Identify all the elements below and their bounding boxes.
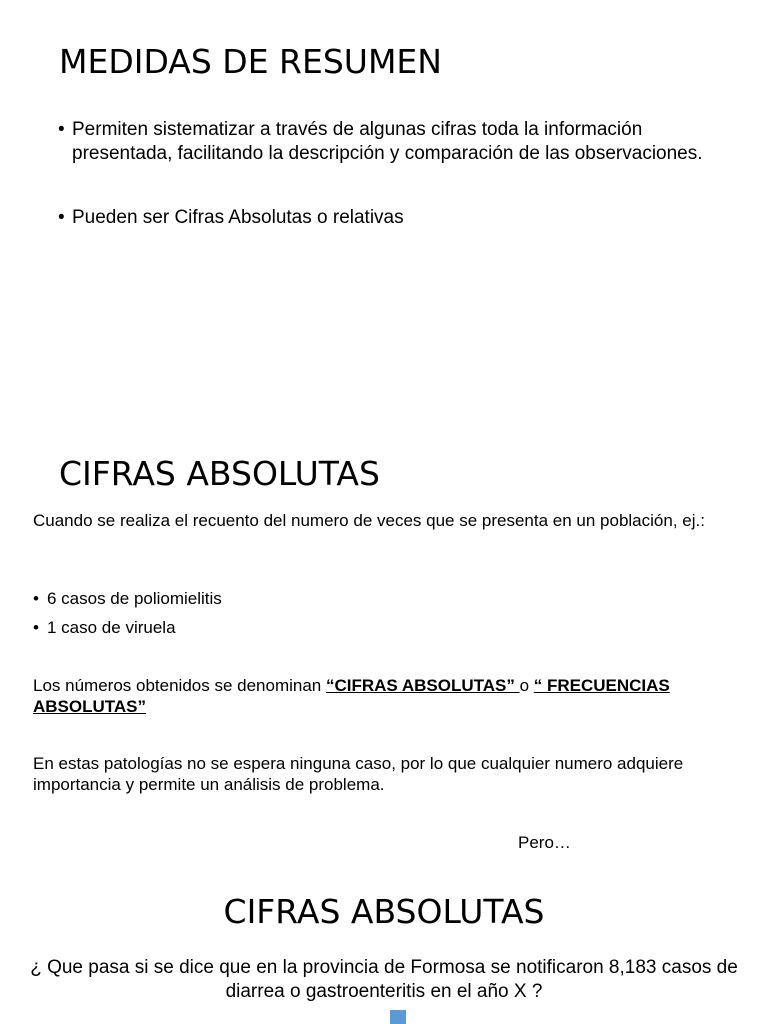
term-cifras-absolutas: “CIFRAS ABSOLUTAS”	[325, 676, 520, 695]
slide2-title: CIFRAS ABSOLUTAS	[59, 454, 380, 493]
slide2-closing: Pero…	[518, 833, 571, 852]
blue-square-marker	[390, 1010, 406, 1024]
slide1-bullet-2: • Pueden ser Cifras Absolutas o relativas	[58, 206, 738, 230]
slide2-example-2: • 1 caso de viruela	[33, 617, 633, 638]
slide1-bullet-1: • Permiten sistematizar a través de algunas cifras toda la información presentada, facilitando la descripción y comparación de las observaciones.	[58, 118, 738, 166]
slide1-bullet-list	[58, 118, 738, 230]
slide1-title: MEDIDAS DE RESUMEN	[59, 42, 442, 81]
term-frecuencias-absolutas: “ FRECUENCIAS ABSOLUTAS”	[33, 676, 670, 716]
slide3-title: CIFRAS ABSOLUTAS	[223, 892, 545, 931]
slide2-intro: Cuando se realiza el recuento del numero de veces que se presenta en un población, ej.:	[33, 511, 705, 530]
slide2-explanation: En estas patologías no se espera ninguna caso, por lo que cualquier numero adquiere importancia y permite un análisis de problema.	[33, 754, 684, 794]
naming-prefix: Los números obtenidos se denominan	[33, 676, 326, 695]
slide2-example-list	[33, 588, 633, 638]
slide2-naming-sentence	[33, 675, 723, 717]
slide2-example-1: • 6 casos de poliomielitis	[33, 588, 633, 609]
slide3-question: ¿ Que pasa si se dice que en la provincia de Formosa se notificaron 8,183 casos de diarrea o gastroenteritis en el año X ?	[30, 957, 738, 1002]
naming-connector: o	[519, 676, 534, 695]
